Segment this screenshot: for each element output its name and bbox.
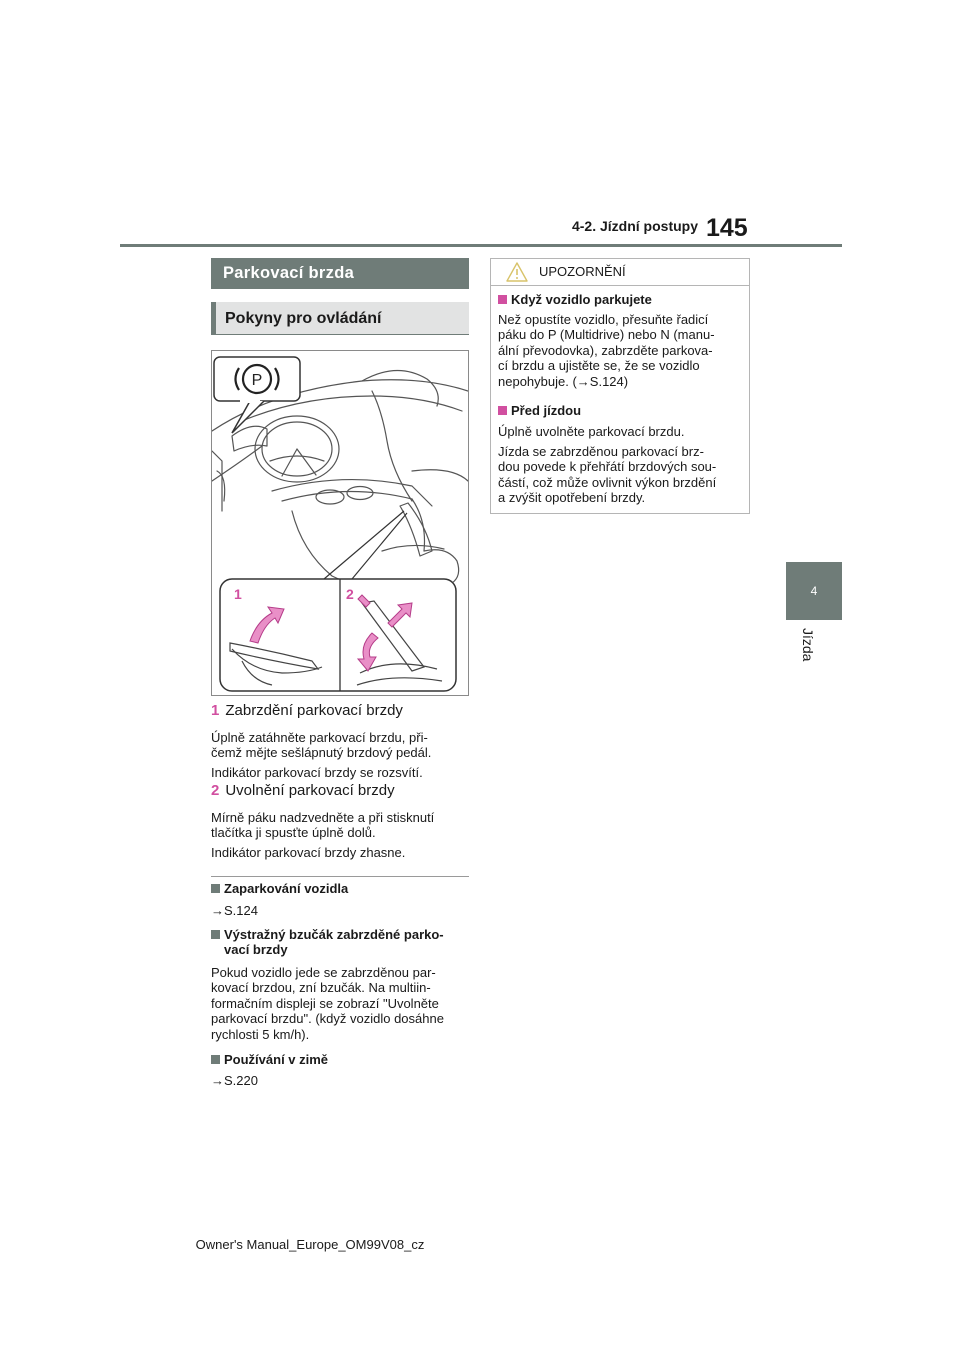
text-line: čemž mějte sešlápnutý brzdový pedál.: [211, 745, 432, 761]
section-heading: Parkovací brzda: [211, 258, 469, 289]
step-2-note: Indikátor parkovací brzdy zhasne.: [211, 845, 406, 860]
chapter-tab: 4: [786, 562, 842, 620]
warning-title: UPOZORNĚNÍ: [539, 264, 626, 279]
callout-pointer-mask: [240, 399, 260, 403]
text-line: rychlosti 5 km/h).: [211, 1026, 310, 1042]
info-winter-title: [211, 1052, 469, 1067]
illustration-drawing: [212, 351, 468, 695]
step-2-text: [211, 810, 469, 841]
bullet-square-icon: [211, 884, 220, 893]
step-2-title: [211, 782, 469, 799]
text-line: nepohybuje. (→S.124): [498, 373, 629, 389]
text-line: parkovací brzdu". (když vozidlo dosáhne: [211, 1011, 444, 1027]
info-buzzer-text: [211, 965, 469, 1042]
step-1-note: Indikátor parkovací brzdy se rozsvítí.: [211, 765, 423, 780]
detail-pointer-right: [352, 513, 407, 579]
section-divider: [211, 876, 469, 877]
step-title-text: Uvolnění parkovací brzdy: [225, 782, 395, 799]
text-line: kovací brzdou, zní bzučák. Na multiin-: [211, 980, 431, 996]
bullet-title-text: Před jízdou: [511, 403, 582, 418]
step-number: 2: [211, 782, 220, 799]
warning-s1-text: [498, 312, 746, 389]
detail-pointer-left: [324, 511, 404, 579]
bullet-square-icon: [498, 295, 507, 304]
section-label: 4-2. Jízdní postupy: [571, 218, 698, 234]
bullet-title-text: Zaparkování vozidla: [224, 881, 349, 896]
bullet-title-text: Když vozidlo parkujete: [511, 292, 652, 307]
info-parking-ref[interactable]: →S.124: [211, 903, 258, 918]
info-buzzer-title: [211, 927, 469, 958]
text-line: páku do P (Multidrive) nebo N (manu-: [498, 327, 715, 343]
bullet-square-icon: [211, 1055, 220, 1064]
warning-triangle-icon: [506, 262, 528, 282]
text-line: cí brzdu a ujistěte se, že se vozidlo: [498, 358, 700, 374]
warning-s2-text: [498, 444, 746, 506]
callout-letter: P: [251, 372, 263, 389]
warning-s2-p1: Úplně uvolněte parkovací brzdu.: [498, 424, 685, 439]
text-line: Než opustíte vozidlo, přesuňte řadicí: [498, 312, 709, 327]
text-line: Mírně páku nadzvedněte a při stisknutí: [211, 810, 435, 825]
text-line: částí, což může ovlivnit výkon brzdění: [498, 474, 717, 490]
text-line: a zvýšit opotřebení brzdy.: [498, 490, 646, 506]
text-line: tlačítka ji spusťte úplně dolů.: [211, 825, 376, 841]
step-1-text: [211, 730, 469, 761]
parking-brake-illustration: [211, 350, 469, 696]
bullet-title-text: Používání v zimě: [224, 1052, 329, 1067]
subsection-heading: Pokyny pro ovládání: [211, 302, 469, 335]
info-winter-ref[interactable]: →S.220: [211, 1073, 258, 1088]
info-parking-title: [211, 881, 469, 896]
warning-s1-title: [498, 292, 746, 307]
step-title-text: Zabrzdění parkovací brzdy: [225, 702, 403, 719]
text-line: Jízda se zabrzděnou parkovací brz-: [498, 444, 704, 459]
page-number: 145: [706, 214, 748, 242]
warning-s2-title: [498, 403, 746, 418]
bullet-square-icon: [498, 406, 507, 415]
bullet-square-icon: [211, 930, 220, 939]
step-1-label: 1: [234, 586, 242, 602]
text-line: ální převodovka), zabrzděte parkova-: [498, 342, 713, 358]
chapter-label: Jízda: [800, 628, 816, 662]
text-line: formačním displeji se zobrazí "Uvolněte: [211, 995, 439, 1011]
text-line: Úplně zatáhněte parkovací brzdu, při-: [211, 730, 428, 745]
step-number: 1: [211, 702, 220, 719]
bullet-title-text: Výstražný bzučák zabrzděné parko-: [224, 927, 444, 942]
step-2-label: 2: [346, 586, 354, 602]
text-line: Pokud vozidlo jede se zabrzděnou par-: [211, 965, 436, 980]
footer-text: Owner's Manual_Europe_OM99V08_cz: [195, 1237, 425, 1252]
step-1-title: [211, 702, 469, 719]
text-line: dou povede k přehřátí brzdových sou-: [498, 459, 717, 475]
bullet-title-text: vací brzdy: [224, 942, 288, 958]
header-rule: [120, 244, 842, 247]
